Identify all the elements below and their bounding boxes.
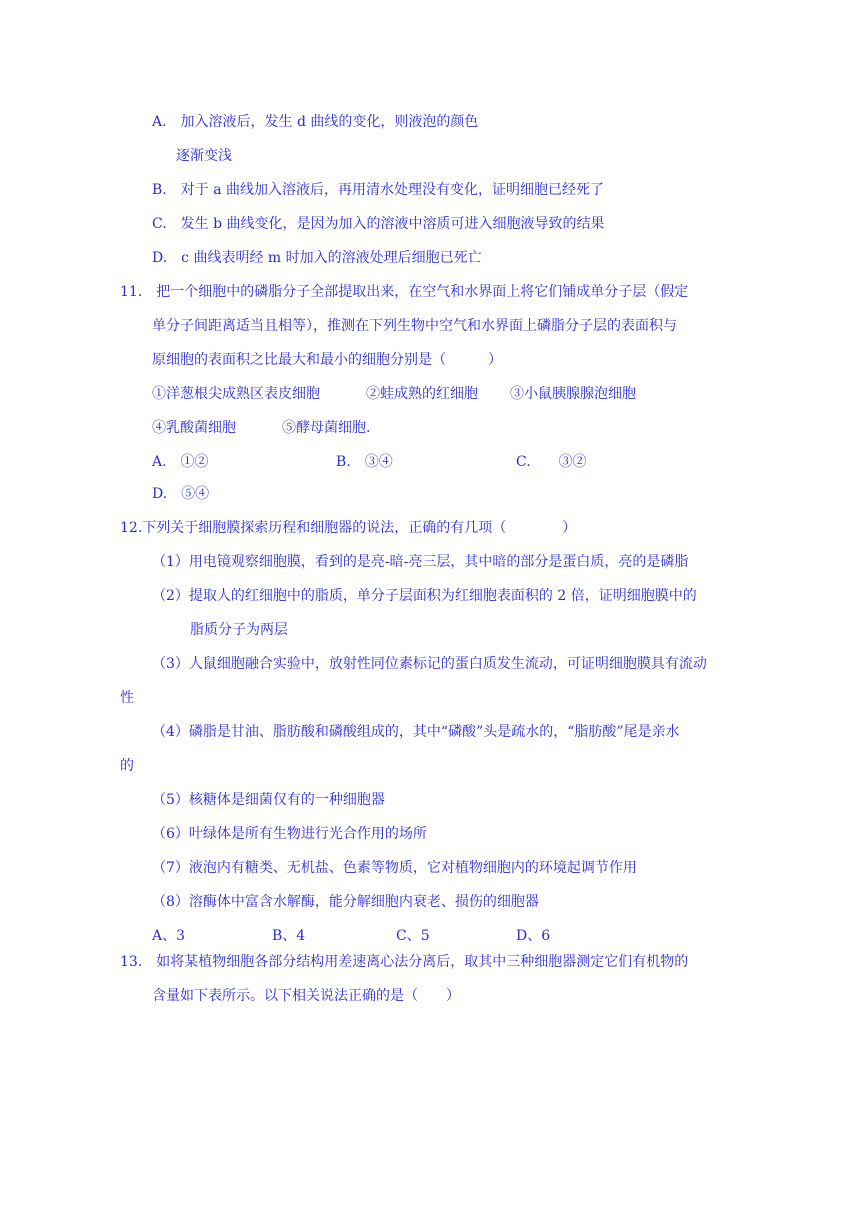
q11-item-2: ②蛙成熟的红细胞 [366,386,478,402]
q12-option-b: B、4 [272,928,306,944]
q12-option-a: A、3 [152,928,186,944]
q11-items-row-2 [152,418,552,438]
q12-stem: 12.下列关于细胞膜探索历程和细胞器的说法，正确的有几项（ ） [120,520,577,536]
q10-option-a: A. 加入溶液后，发生 d 曲线的变化，则液泡的颜色 [152,114,479,130]
q11-option-c: C. ③② [516,454,587,470]
q12-statement-8: （8）溶酶体中富含水解酶，能分解细胞内衰老、损伤的细胞器 [152,894,539,910]
q11-option-d: D. ⑤④ [152,486,210,502]
q11-option-a: A. ①② [152,454,209,470]
q12-statement-7: （7）液泡内有糖类、无机盐、色素等物质，它对植物细胞内的环境起调节作用 [152,860,637,876]
q12-statement-3-continued: 性 [120,690,134,706]
q11-item-5: ⑤酵母菌细胞. [282,420,371,436]
q12-statement-2: （2）提取人的红细胞中的脂质，单分子层面积为红细胞表面积的 2 倍，证明细胞膜中的 [152,588,697,604]
q12-statement-6: （6）叶绿体是所有生物进行光合作用的场所 [152,826,427,842]
q12-statement-1: （1）用电镜观察细胞膜，看到的是亮-暗-亮三层，其中暗的部分是蛋白质，亮的是磷脂 [152,554,689,570]
q10-option-c: C. 发生 b 曲线变化，是因为加入的溶液中溶质可进入细胞液导致的结果 [152,216,605,232]
q10-option-d: D. c 曲线表明经 m 时加入的溶液处理后细胞已死亡 [152,250,482,266]
q13-stem-line-2: 含量如下表所示。以下相关说法正确的是（ ） [152,988,460,1004]
q11-item-4: ④乳酸菌细胞 [152,420,236,436]
q11-options-row [152,452,672,472]
q11-stem-line-3: 原细胞的表面积之比最大和最小的细胞分别是（ ） [152,352,502,368]
q11-option-b: B. ③④ [336,454,393,470]
q12-statement-2-continued: 脂质分子为两层 [190,622,288,638]
q11-item-1: ①洋葱根尖成熟区表皮细胞 [152,386,320,402]
q12-option-c: C、5 [396,928,430,944]
q11-stem-line-2: 单分子间距离适当且相等），推测在下列生物中空气和水界面上磷脂分子层的表面积与 [152,318,677,334]
q12-statement-3: （3）人鼠细胞融合实验中，放射性同位素标记的蛋白质发生流动，可证明细胞膜具有流动 [152,656,707,672]
q10-option-b: B. 对于 a 曲线加入溶液后，再用清水处理没有变化，证明细胞已经死了 [152,182,604,198]
q12-option-d: D、6 [516,928,551,944]
q12-statement-4-continued: 的 [120,758,134,774]
q11-item-3: ③小鼠胰腺腺泡细胞 [510,386,636,402]
q10-option-a-continued: 逐渐变浅 [176,148,232,164]
q12-statement-5: （5）核糖体是细菌仅有的一种细胞器 [152,792,385,808]
q13-stem-line-1: 13. 如将某植物细胞各部分结构用差速离心法分离后，取其中三种细胞器测定它们有机物的 [120,954,689,970]
q11-stem-line-1: 11. 把一个细胞中的磷脂分子全部提取出来，在空气和水界面上将它们铺成单分子层（假定 [120,284,689,300]
q12-statement-4: （4）磷脂是甘油、脂肪酸和磷酸组成的，其中“磷酸”头是疏水的，“脂肪酸”尾是亲水 [152,724,680,740]
q12-options-row [152,926,612,946]
q11-items-row-1 [152,384,712,404]
